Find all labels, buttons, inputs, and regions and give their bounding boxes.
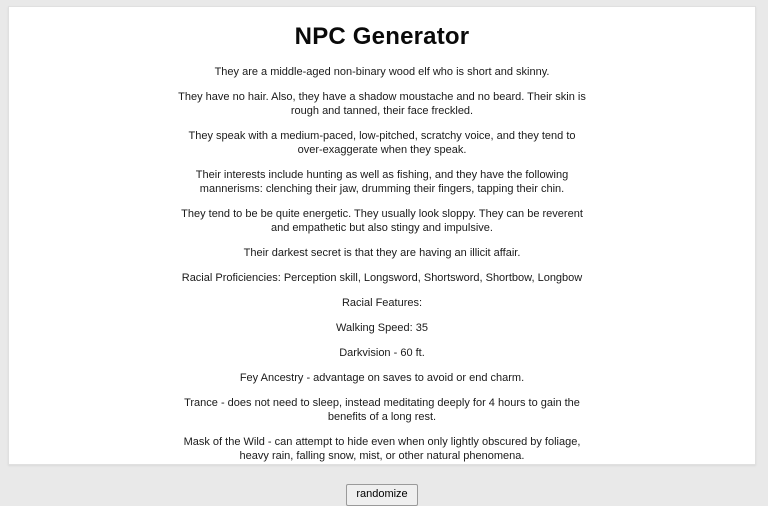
npc-paragraph-racial-proficiencies: Racial Proficiencies: Perception skill, Longsword, Shortsword, Shortbow, Longbow	[181, 272, 583, 284]
button-row	[9, 484, 755, 506]
npc-paragraph-hair-and-skin: They have no hair. Also, they have a shadow moustache and no beard. Their skin is rough and tanned, their face freckled.	[178, 91, 586, 117]
npc-paragraph-racial-features-heading: Racial Features:	[341, 297, 423, 309]
npc-paragraph-mask-of-the-wild: Mask of the Wild - can attempt to hide even when only lightly obscured by foliage, heavy rain, falling snow, mist, or other natural phenomena.	[183, 436, 581, 462]
npc-paragraph-appearance-summary: They are a middle-aged non-binary wood elf who is short and skinny.	[214, 66, 550, 78]
npc-description-list	[177, 65, 587, 463]
npc-generator-content	[9, 7, 755, 506]
page-sheet	[8, 6, 756, 500]
npc-paragraph-fey-ancestry: Fey Ancestry - advantage on saves to avoid or end charm.	[239, 372, 525, 384]
page-title: NPC Generator	[294, 23, 470, 50]
npc-paragraph-darkvision: Darkvision - 60 ft.	[339, 347, 425, 359]
randomize-button[interactable]: randomize	[346, 484, 417, 506]
npc-paragraph-darkest-secret: Their darkest secret is that they are having an illicit affair.	[243, 247, 521, 259]
npc-paragraph-walking-speed: Walking Speed: 35	[336, 322, 428, 334]
npc-paragraph-interests: Their interests include hunting as well as fishing, and they have the following mannerisms: clenching their jaw, drumming their fingers, tapping their chin.	[195, 169, 569, 195]
npc-paragraph-voice: They speak with a medium-paced, low-pitched, scratchy voice, and they tend to over-exaggerate when they speak.	[188, 130, 576, 156]
npc-paragraph-personality: They tend to be be quite energetic. They usually look sloppy. They can be reverent and empathetic but also stingy and impulsive.	[181, 208, 583, 234]
npc-paragraph-trance: Trance - does not need to sleep, instead meditating deeply for 4 hours to gain the benefits of a long rest.	[184, 397, 580, 423]
